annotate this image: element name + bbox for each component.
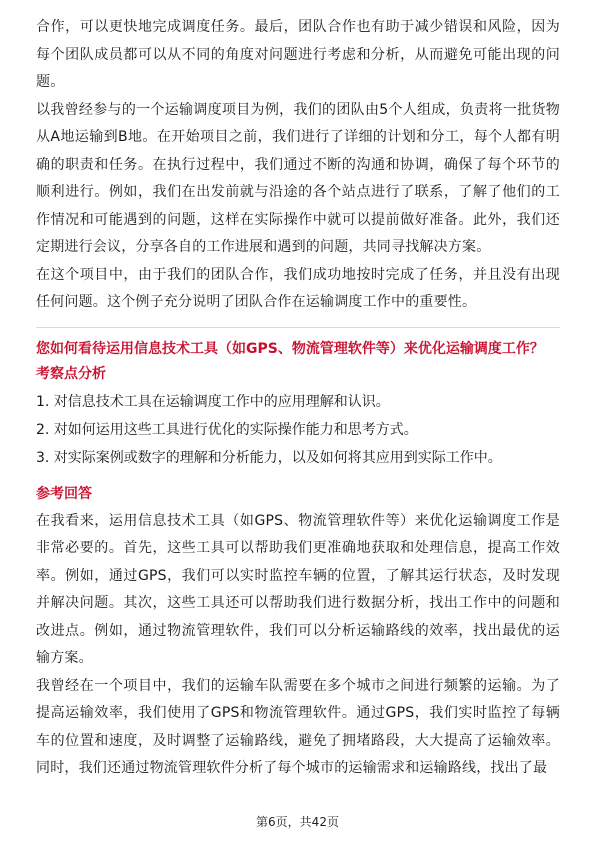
section-divider <box>36 327 560 328</box>
analysis-item: 2. 对如何运用这些工具进行优化的实际操作能力和思考方式。 <box>36 421 418 438</box>
body-paragraph: 以我曾经参与的一个运输调度项目为例，我们的团队由5个人组成，负责将一批货物从A地运输到B地。在开始项目之前，我们进行了详细的计划和分工，每个人都有明确的职责和任务。在执行过程中，我们通过不断的沟通和协调，确保了每个环节的顺利进行。例如，我们在出发前就与沿途的各个站点进行了联系，了解了他们的工作情况和可能遇到的问题，这样在实际操作中就可以提前做好准备。此外，我们还定期进行会议，分享各自的工作进展和遇到的问题，共同寻找解决方案。 <box>36 101 560 255</box>
analysis-item: 3. 对实际案例或数字的理解和分析能力，以及如何将其应用到实际工作中。 <box>36 449 502 466</box>
answer-title: 参考回答 <box>36 485 92 502</box>
page-number: 第6页，共42页 <box>256 815 339 829</box>
body-paragraph: 在这个项目中，由于我们的团队合作，我们成功地按时完成了任务，并且没有出现任何问题。这个例子充分说明了团队合作在运输调度工作中的重要性。 <box>36 266 560 310</box>
answer-paragraph: 在我看来，运用信息技术工具（如GPS、物流管理软件等）来优化运输调度工作是非常必要的。首先，这些工具可以帮助我们更准确地获取和处理信息，提高工作效率。例如，通过GPS，我们可以实时监控车辆的位置，了解其运行状态，及时发现并解决问题。其次，这些工具还可以帮助我们进行数据分析，找出工作中的问题和改进点。例如，通过物流管理软件，我们可以分析运输路线的效率，找出最优的运输方案。 <box>36 512 560 666</box>
analysis-title: 考察点分析 <box>36 365 106 382</box>
analysis-item: 1. 对信息技术工具在运输调度工作中的应用理解和认识。 <box>36 393 390 410</box>
spacer <box>36 472 560 482</box>
document-body <box>36 14 560 783</box>
question-heading: 您如何看待运用信息技术工具（如GPS、物流管理软件等）来优化运输调度工作？ <box>36 340 544 357</box>
body-paragraph: 合作，可以更快地完成调度任务。最后，团队合作也有助于减少错误和风险，因为每个团队成员都可以从不同的角度对问题进行考虑和分析，从而避免可能出现的问题。 <box>36 19 560 90</box>
answer-paragraph: 我曾经在一个项目中，我们的运输车队需要在多个城市之间进行频繁的运输。为了提高运输效率，我们使用了GPS和物流管理软件。通过GPS，我们实时监控了每辆车的位置和速度，及时调整了运输路线，避免了拥堵路段，大大提高了运输效率。同时，我们还通过物流管理软件分析了每个城市的运输需求和运输路线，找出了最 <box>36 677 560 776</box>
